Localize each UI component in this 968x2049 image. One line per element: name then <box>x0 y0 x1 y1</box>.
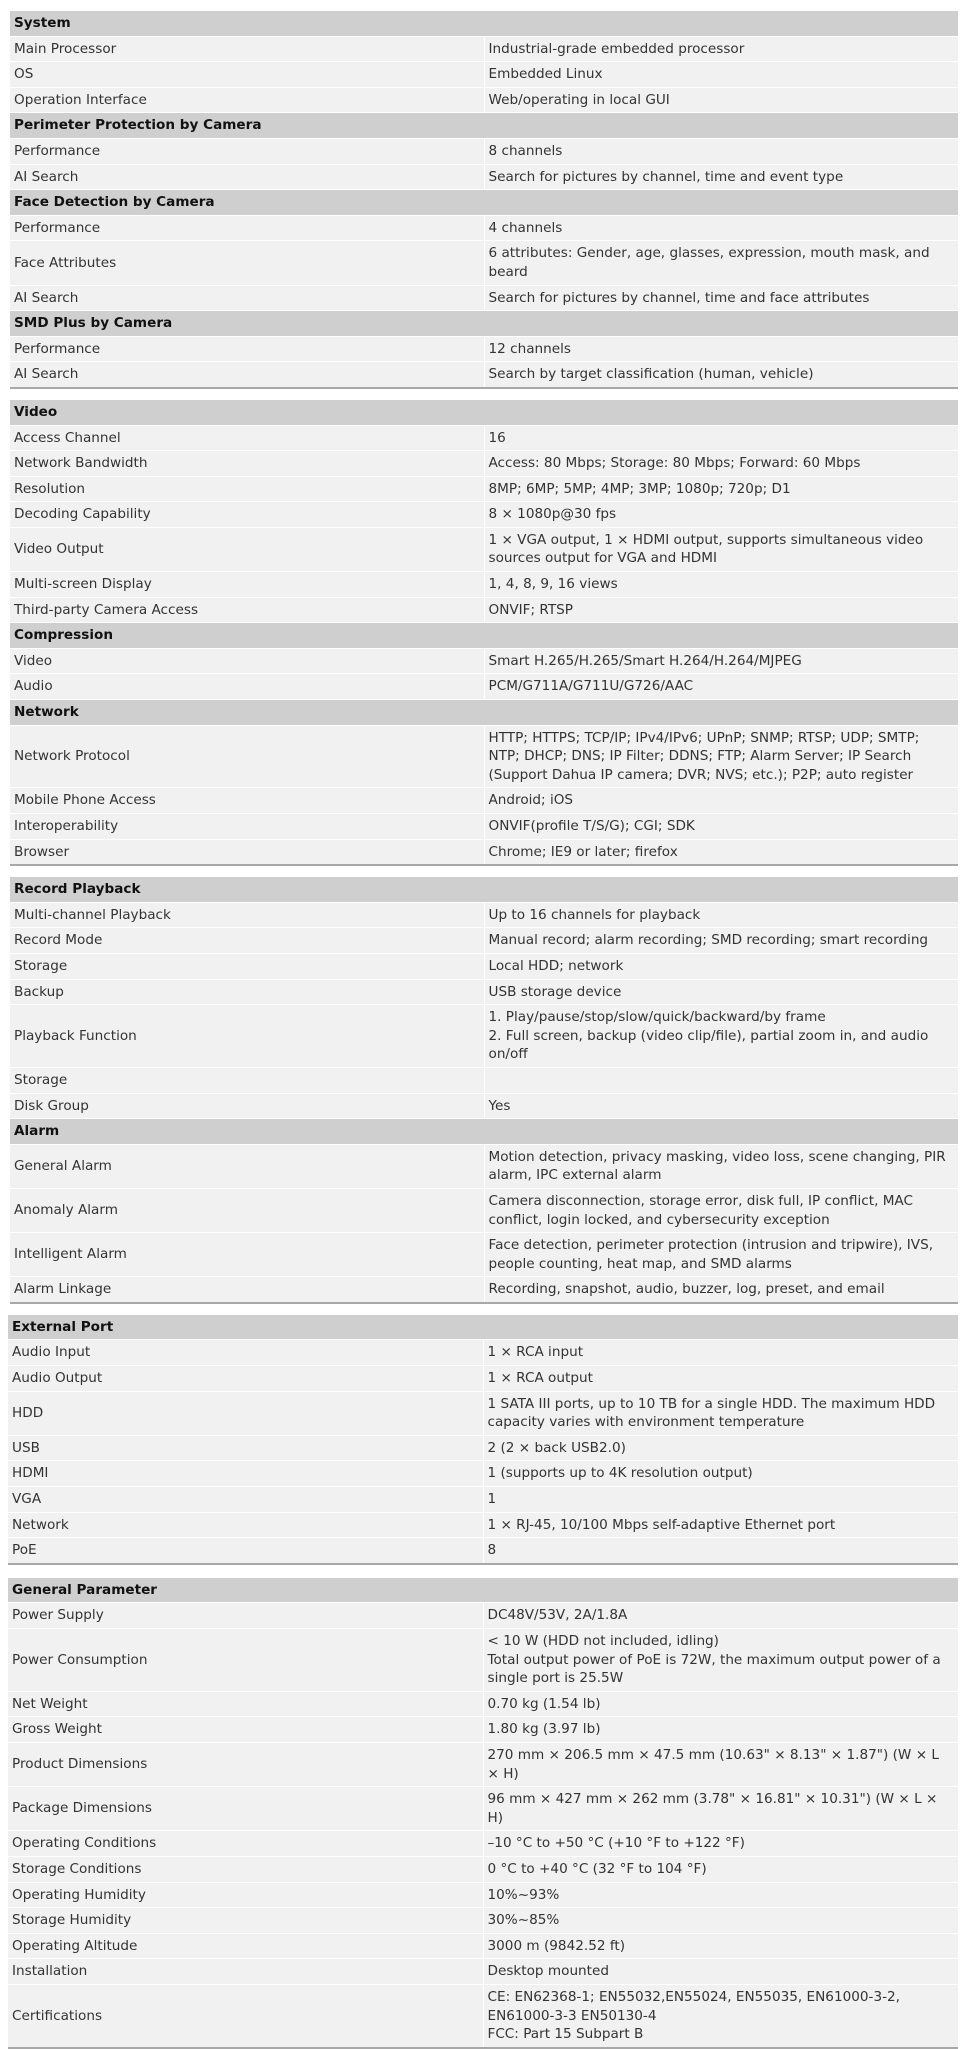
spec-label: PoE <box>8 1538 483 1564</box>
spec-value: Embedded Linux <box>484 62 958 88</box>
spec-label: Intelligent Alarm <box>10 1233 484 1277</box>
table-row <box>8 1882 958 1908</box>
spec-value: Local HDD; network <box>484 953 958 979</box>
spec-value: 10%~93% <box>483 1882 958 1908</box>
spec-label: Alarm Linkage <box>10 1277 484 1303</box>
spec-label: AI Search <box>10 285 484 311</box>
spec-label: Third-party Camera Access <box>10 597 484 623</box>
spec-label: Product Dimensions <box>8 1742 483 1786</box>
table-row <box>10 725 958 788</box>
spec-value: HTTP; HTTPS; TCP/IP; IPv4/IPv6; UPnP; SNMP; RTSP; UDP; SMTP; NTP; DHCP; DNS; IP Filter; DDNS; FTP; Alarm Server; IP Search (Support Dahua IP camera; DVR; NVS; etc.); P2P; auto register <box>484 725 958 788</box>
spec-value: 8 <box>483 1538 958 1564</box>
spec-table-system <box>10 10 958 389</box>
spec-value: Manual record; alarm recording; SMD recording; smart recording <box>484 928 958 954</box>
spec-label: Performance <box>10 215 484 241</box>
spec-value: ONVIF; RTSP <box>484 597 958 623</box>
section-header-video <box>10 399 958 425</box>
spec-label: HDMI <box>8 1461 483 1487</box>
section-header-general-parameter <box>8 1577 958 1603</box>
table-row <box>10 1277 958 1303</box>
spec-label: Backup <box>10 979 484 1005</box>
table-row <box>8 1691 958 1717</box>
spec-label: Storage <box>10 953 484 979</box>
spec-value: 0.70 kg (1.54 lb) <box>483 1691 958 1717</box>
table-row <box>10 451 958 477</box>
table-row <box>10 425 958 451</box>
spec-value: 8MP; 6MP; 5MP; 4MP; 3MP; 1080p; 720p; D1 <box>484 476 958 502</box>
spec-value: 12 channels <box>484 336 958 362</box>
spec-label: Power Supply <box>8 1603 483 1629</box>
section-header-compression <box>10 623 958 649</box>
spec-value: 1 <box>483 1487 958 1513</box>
table-row <box>10 215 958 241</box>
spec-label: Network Protocol <box>10 725 484 788</box>
section-title: Face Detection by Camera <box>10 190 958 216</box>
spec-value: Search for pictures by channel, time and event type <box>484 164 958 190</box>
spec-value: Web/operating in local GUI <box>484 87 958 113</box>
spec-value: Chrome; IE9 or later; firefox <box>484 839 958 865</box>
table-row <box>10 1144 958 1188</box>
table-row <box>10 164 958 190</box>
spec-label: Video Output <box>10 527 484 571</box>
table-row <box>10 241 958 285</box>
section-title: Alarm <box>10 1119 958 1145</box>
spec-value <box>484 1067 958 1093</box>
table-row <box>10 1093 958 1119</box>
table-row <box>8 1435 958 1461</box>
table-row <box>8 1391 958 1435</box>
spec-label: Storage Humidity <box>8 1908 483 1934</box>
spec-value: CE: EN62368-1; EN55032,EN55024, EN55035, EN61000-3-2, EN61000-3-3 EN50130-4 FCC: Part 15 Subpart B <box>483 1984 958 2047</box>
spec-label: AI Search <box>10 164 484 190</box>
section-title: Network <box>10 700 958 726</box>
spec-value: Face detection, perimeter protection (intrusion and tripwire), IVS, people counting, heat map, and SMD alarms <box>484 1233 958 1277</box>
table-row <box>10 597 958 623</box>
spec-label: Access Channel <box>10 425 484 451</box>
table-row <box>10 362 958 388</box>
table-row <box>10 1005 958 1068</box>
spec-label: Performance <box>10 336 484 362</box>
table-row <box>10 572 958 598</box>
spec-value: Yes <box>484 1093 958 1119</box>
spec-value: 1 × VGA output, 1 × HDMI output, supports simultaneous video sources output for VGA and HDMI <box>484 527 958 571</box>
spec-label: Operating Altitude <box>8 1933 483 1959</box>
section-header-perimeter-protection-by-camera <box>10 113 958 139</box>
spec-value: 1 (supports up to 4K resolution output) <box>483 1461 958 1487</box>
spec-label: Storage Conditions <box>8 1856 483 1882</box>
table-row <box>10 1233 958 1277</box>
table-row <box>8 1742 958 1786</box>
table-row <box>10 788 958 814</box>
spec-label: Interoperability <box>10 814 484 840</box>
table-row <box>10 527 958 571</box>
spec-label: VGA <box>8 1487 483 1513</box>
section-header-alarm <box>10 1119 958 1145</box>
spec-label: Network <box>8 1512 483 1538</box>
spec-value: 1 × RCA output <box>483 1366 958 1392</box>
spec-value: Industrial-grade embedded processor <box>484 36 958 62</box>
section-title: System <box>10 11 958 37</box>
section-header-external-port <box>8 1314 958 1340</box>
spec-value: Smart H.265/H.265/Smart H.264/H.264/MJPEG <box>484 648 958 674</box>
spec-value: Up to 16 channels for playback <box>484 902 958 928</box>
section-header-system <box>10 11 958 37</box>
spec-value: 30%~85% <box>483 1908 958 1934</box>
spec-label: Network Bandwidth <box>10 451 484 477</box>
section-title: Compression <box>10 623 958 649</box>
spec-label: HDD <box>8 1391 483 1435</box>
spec-value: USB storage device <box>484 979 958 1005</box>
spec-value: 16 <box>484 425 958 451</box>
table-row <box>10 336 958 362</box>
table-row <box>10 502 958 528</box>
table-row <box>8 1487 958 1513</box>
spec-value: 1.80 kg (3.97 lb) <box>483 1717 958 1743</box>
table-row <box>10 36 958 62</box>
spec-label: Installation <box>8 1959 483 1985</box>
table-row <box>8 1933 958 1959</box>
spec-label: Operation Interface <box>10 87 484 113</box>
spec-value: 8 channels <box>484 138 958 164</box>
spec-label: Main Processor <box>10 36 484 62</box>
spec-label: OS <box>10 62 484 88</box>
spec-label: Anomaly Alarm <box>10 1188 484 1232</box>
table-row <box>10 979 958 1005</box>
spec-label: Audio Output <box>8 1366 483 1392</box>
section-title: Perimeter Protection by Camera <box>10 113 958 139</box>
spec-table-general-parameter <box>8 1577 958 2049</box>
spec-value: 1 × RCA input <box>483 1340 958 1366</box>
table-row <box>10 1067 958 1093</box>
spec-value: Desktop mounted <box>483 1959 958 1985</box>
spec-label: Operating Conditions <box>8 1831 483 1857</box>
spec-label: Decoding Capability <box>10 502 484 528</box>
table-row <box>8 1366 958 1392</box>
table-row <box>10 138 958 164</box>
spec-label: Audio Input <box>8 1340 483 1366</box>
spec-label: Operating Humidity <box>8 1882 483 1908</box>
table-row <box>10 674 958 700</box>
table-row <box>8 1512 958 1538</box>
table-row <box>8 1538 958 1564</box>
table-row <box>8 1984 958 2047</box>
spec-value: Search for pictures by channel, time and face attributes <box>484 285 958 311</box>
spec-label: Audio <box>10 674 484 700</box>
section-header-face-detection-by-camera <box>10 190 958 216</box>
table-row <box>10 1188 958 1232</box>
spec-table-video <box>10 399 958 866</box>
table-row <box>10 902 958 928</box>
table-row <box>10 476 958 502</box>
spec-value: 1 SATA III ports, up to 10 TB for a single HDD. The maximum HDD capacity varies with environment temperature <box>483 1391 958 1435</box>
spec-value: < 10 W (HDD not included, idling) Total output power of PoE is 72W, the maximum output power of a single port is 25.5W <box>483 1629 958 1692</box>
spec-value: Recording, snapshot, audio, buzzer, log, preset, and email <box>484 1277 958 1303</box>
table-row <box>8 1717 958 1743</box>
spec-value: Search by target classification (human, vehicle) <box>484 362 958 388</box>
table-row <box>8 1461 958 1487</box>
table-row <box>8 1787 958 1831</box>
spec-value: PCM/G711A/G711U/G726/AAC <box>484 674 958 700</box>
table-row <box>8 1831 958 1857</box>
spec-label: Multi-screen Display <box>10 572 484 598</box>
table-row <box>10 62 958 88</box>
table-row <box>10 953 958 979</box>
table-row <box>8 1908 958 1934</box>
spec-label: USB <box>8 1435 483 1461</box>
spec-label: Storage <box>10 1067 484 1093</box>
spec-label: Power Consumption <box>8 1629 483 1692</box>
section-title: Record Playback <box>10 877 958 903</box>
section-header-network <box>10 700 958 726</box>
table-row <box>10 285 958 311</box>
table-row <box>10 928 958 954</box>
spec-value: 270 mm × 206.5 mm × 47.5 mm (10.63" × 8.13" × 1.87") (W × L × H) <box>483 1742 958 1786</box>
section-title: External Port <box>8 1314 958 1340</box>
spec-label: Performance <box>10 138 484 164</box>
spec-value: 1. Play/pause/stop/slow/quick/backward/by frame 2. Full screen, backup (video clip/file), partial zoom in, and audio on/off <box>484 1005 958 1068</box>
spec-value: Android; iOS <box>484 788 958 814</box>
spec-label: Package Dimensions <box>8 1787 483 1831</box>
table-row <box>10 648 958 674</box>
table-row <box>8 1629 958 1692</box>
spec-label: Video <box>10 648 484 674</box>
spec-value: ONVIF(profile T/S/G); CGI; SDK <box>484 814 958 840</box>
section-header-smd-plus-by-camera <box>10 311 958 337</box>
spec-label: Playback Function <box>10 1005 484 1068</box>
spec-label: General Alarm <box>10 1144 484 1188</box>
table-row <box>10 814 958 840</box>
spec-label: Disk Group <box>10 1093 484 1119</box>
spec-label: Resolution <box>10 476 484 502</box>
spec-value: 4 channels <box>484 215 958 241</box>
spec-label: Face Attributes <box>10 241 484 285</box>
spec-label: Mobile Phone Access <box>10 788 484 814</box>
spec-value: Motion detection, privacy masking, video loss, scene changing, PIR alarm, IPC external alarm <box>484 1144 958 1188</box>
spec-value: Access: 80 Mbps; Storage: 80 Mbps; Forward: 60 Mbps <box>484 451 958 477</box>
section-title: SMD Plus by Camera <box>10 311 958 337</box>
spec-value: 96 mm × 427 mm × 262 mm (3.78" × 16.81" × 10.31") (W × L × H) <box>483 1787 958 1831</box>
spec-value: 6 attributes: Gender, age, glasses, expression, mouth mask, and beard <box>484 241 958 285</box>
spec-label: Record Mode <box>10 928 484 954</box>
spec-label: Net Weight <box>8 1691 483 1717</box>
spec-value: 0 °C to +40 °C (32 °F to 104 °F) <box>483 1856 958 1882</box>
spec-label: Gross Weight <box>8 1717 483 1743</box>
spec-table-record-playback <box>10 876 958 1304</box>
table-row <box>8 1856 958 1882</box>
spec-value: –10 °C to +50 °C (+10 °F to +122 °F) <box>483 1831 958 1857</box>
spec-label: Browser <box>10 839 484 865</box>
spec-value: 8 × 1080p@30 fps <box>484 502 958 528</box>
table-row <box>8 1340 958 1366</box>
spec-label: Multi-channel Playback <box>10 902 484 928</box>
spec-table-external-port <box>8 1314 958 1565</box>
spec-value: Camera disconnection, storage error, disk full, IP conflict, MAC conflict, login locked, and cybersecurity exception <box>484 1188 958 1232</box>
section-title: General Parameter <box>8 1577 958 1603</box>
spec-value: DC48V/53V, 2A/1.8A <box>483 1603 958 1629</box>
section-header-record-playback <box>10 877 958 903</box>
spec-value: 1 × RJ-45, 10/100 Mbps self-adaptive Ethernet port <box>483 1512 958 1538</box>
spec-value: 2 (2 × back USB2.0) <box>483 1435 958 1461</box>
spec-label: Certifications <box>8 1984 483 2047</box>
table-row <box>10 87 958 113</box>
table-row <box>8 1603 958 1629</box>
table-row <box>8 1959 958 1985</box>
spec-value: 3000 m (9842.52 ft) <box>483 1933 958 1959</box>
spec-value: 1, 4, 8, 9, 16 views <box>484 572 958 598</box>
table-row <box>10 839 958 865</box>
section-title: Video <box>10 399 958 425</box>
spec-label: AI Search <box>10 362 484 388</box>
